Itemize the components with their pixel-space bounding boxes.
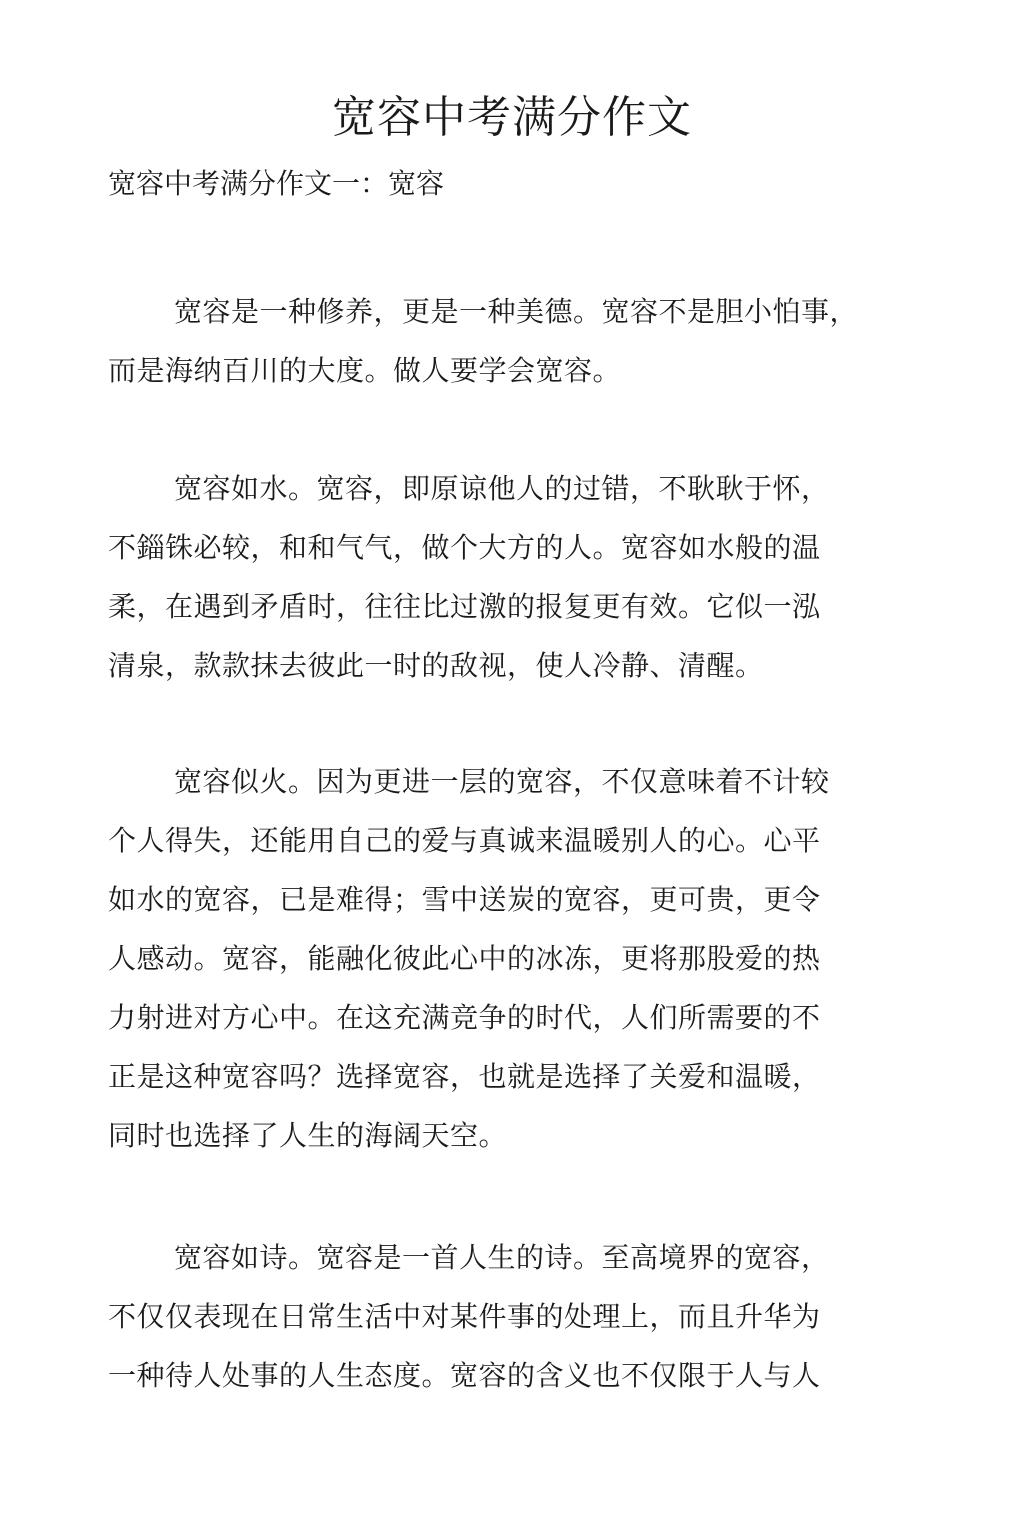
- paragraph-line: 宽容似火。因为更进一层的宽容，不仅意味着不计较: [174, 765, 830, 798]
- paragraph-line: 而是海纳百川的大度。做人要学会宽容。: [108, 354, 622, 387]
- paragraph-1: [108, 282, 908, 400]
- paragraph-line: 宽容如诗。宽容是一首人生的诗。至高境界的宽容，: [174, 1241, 830, 1274]
- paragraph-2: [108, 459, 908, 695]
- paragraph-line: 清泉，款款抹去彼此一时的敌视，使人冷静、清醒。: [108, 649, 764, 682]
- paragraph-line: 个人得失，还能用自己的爱与真诚来温暖别人的心。心平: [108, 824, 821, 857]
- paragraph-line: 正是这种宽容吗？选择宽容，也就是选择了关爱和温暖，: [108, 1060, 821, 1093]
- paragraph-4: [108, 1228, 908, 1405]
- paragraph-line: 宽容如水。宽容，即原谅他人的过错，不耿耿于怀，: [174, 472, 830, 505]
- paragraph-line: 如水的宽容，已是难得；雪中送炭的宽容，更可贵，更令: [108, 883, 821, 916]
- paragraph-line: 力射进对方心中。在这充满竞争的时代，人们所需要的不: [108, 1001, 821, 1034]
- paragraph-line: 同时也选择了人生的海阔天空。: [108, 1119, 508, 1152]
- document-title: 宽容中考满分作文: [332, 92, 692, 143]
- paragraph-line: 人感动。宽容，能融化彼此心中的冰冻，更将那股爱的热: [108, 942, 821, 975]
- document-subtitle: 宽容中考满分作文一：宽容: [108, 167, 445, 200]
- paragraph-line: 柔，在遇到矛盾时，往往比过激的报复更有效。它似一泓: [108, 590, 821, 623]
- paragraph-line: 不仅仅表现在日常生活中对某件事的处理上，而且升华为: [108, 1300, 821, 1333]
- paragraph-line: 宽容是一种修养，更是一种美德。宽容不是胆小怕事，: [174, 295, 859, 328]
- paragraph-line: 一种待人处事的人生态度。宽容的含义也不仅限于人与人: [108, 1359, 821, 1392]
- paragraph-line: 不錙铢必较，和和气气，做个大方的人。宽容如水般的温: [108, 531, 821, 564]
- paragraph-3: [108, 752, 908, 1165]
